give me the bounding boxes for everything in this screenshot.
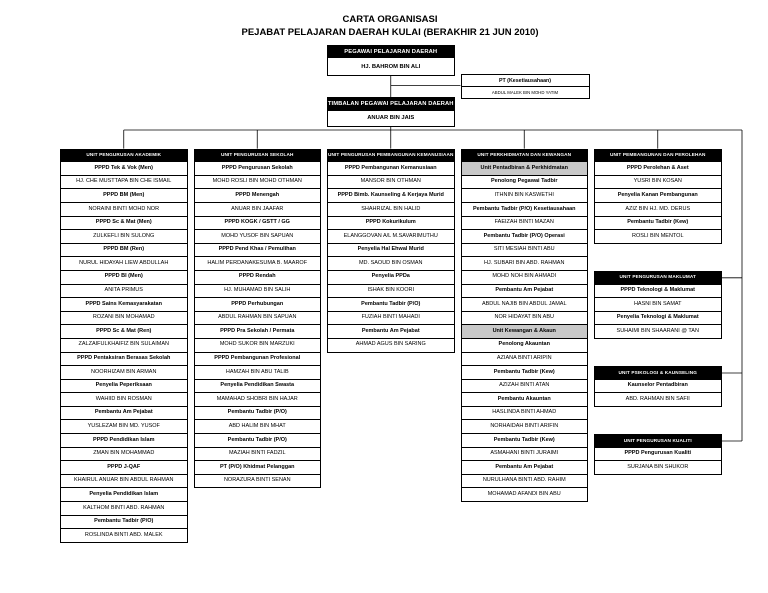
position-title: PPPD Pengurusan Kualiti bbox=[594, 448, 722, 462]
position-title: PPPD Sc & Mat (Ren) bbox=[60, 325, 188, 339]
staff-name: MOHD SUKOR BIN MARZUKI bbox=[194, 339, 322, 353]
staff-name: AHMAD AGUS BIN SARING bbox=[327, 339, 455, 353]
position-title: Penyelia Peperiksaan bbox=[60, 380, 188, 394]
secretary-box bbox=[461, 74, 590, 99]
staff-name: YUSRI BIN KOSAN bbox=[594, 176, 722, 190]
staff-name: ZULKEFLI BIN SULONG bbox=[60, 230, 188, 244]
position-title: PPPD Pra Sekolah / Permata bbox=[194, 325, 322, 339]
position-title: PPPD Pembangunan Profesional bbox=[194, 353, 322, 367]
position-title: PPPD Menengah bbox=[194, 189, 322, 203]
unit-box-kualiti bbox=[594, 434, 722, 475]
position-title: Penyelia Pendidikan Islam bbox=[60, 488, 188, 502]
staff-name: MAMAHAD SHOBRI BIN HAJAR bbox=[194, 393, 322, 407]
position-title: Pembantu Tadbir (Kew) bbox=[594, 217, 722, 231]
unit-header: UNIT PENGURUSAN MAKLUMAT bbox=[594, 271, 722, 285]
staff-name: SURJANA BIN SHUKOR bbox=[594, 461, 722, 475]
position-title: PPPD Pendidikan Islam bbox=[60, 434, 188, 448]
staff-name: ZALZAIFULKHAIFIZ BIN SULAIMAN bbox=[60, 339, 188, 353]
position-title: Pembantu Am Pejabat bbox=[327, 325, 455, 339]
unit-header: UNIT PSIKOLOGI & KAUNSELING bbox=[594, 366, 722, 380]
staff-name: MOHD ROSLI BIN MOHD OTHMAN bbox=[194, 176, 322, 190]
position-title: PPPD BM (Ren) bbox=[60, 244, 188, 258]
staff-name: ROSLI BIN MENTOL bbox=[594, 230, 722, 244]
position-title: PPPD Sc & Mat (Men) bbox=[60, 217, 188, 231]
staff-name: YUSLEZAM BIN MD. YUSOF bbox=[60, 420, 188, 434]
position-title: PPPD Pentaksiran Berasas Sekolah bbox=[60, 353, 188, 367]
position-title: Pembantu Tadbir (Kew) bbox=[461, 366, 589, 380]
unit-column-kemanusiaan bbox=[327, 149, 455, 353]
secretary-name: ABDUL MALEK BIN MOHD YATIM bbox=[491, 89, 559, 95]
position-title: Penolong Pegawai Tadbir bbox=[461, 176, 589, 190]
staff-name: HJ. CHE MUSTTAPA BIN CHE ISMAIL bbox=[60, 176, 188, 190]
head-officer-name: HJ. BAHROM BIN ALI bbox=[361, 63, 421, 70]
staff-name: ITHNIN BIN KASWETHI bbox=[461, 189, 589, 203]
staff-name: NOORHIZAM BIN ARMAN bbox=[60, 366, 188, 380]
chart-subtitle: PEJABAT PELAJARAN DAERAH KULAI (BERAKHIR 21 JUN 2010) bbox=[241, 27, 539, 38]
position-title: Penyelia Teknologi & Maklumat bbox=[594, 312, 722, 326]
staff-name: FUZIAH BINTI MAHADI bbox=[327, 312, 455, 326]
position-title: PPPD J-QAF bbox=[60, 461, 188, 475]
staff-name: ISHAK BIN KOORI bbox=[327, 285, 455, 299]
position-title: PPPD Pengurusan Sekolah bbox=[194, 162, 322, 176]
staff-name: ABDUL RAHMAN BIN SAPUAN bbox=[194, 312, 322, 326]
position-title: Pembantu Akauntan bbox=[461, 393, 589, 407]
unit-header: UNIT PENGURUSAN KUALITI bbox=[594, 434, 722, 448]
unit-header: UNIT PENGURUSAN AKADEMIK bbox=[60, 149, 188, 163]
unit-column-akademik bbox=[60, 149, 188, 543]
staff-name: HJ. SUBARI BIN ABD. RAHMAN bbox=[461, 257, 589, 271]
position-title: Penyelia Pendidikan Swasta bbox=[194, 380, 322, 394]
position-title: Pembantu Tadbir (P/O) bbox=[60, 516, 188, 530]
unit-header: UNIT PERKHIDMATAN DAN KEWANGAN bbox=[461, 149, 589, 163]
staff-name: NORAINI BINTI MOHD NOR bbox=[60, 203, 188, 217]
position-title: Pembantu Tadbir (Kew) bbox=[461, 434, 589, 448]
staff-name: NURUL HIDAYAH LIEW ABDULLAH bbox=[60, 257, 188, 271]
staff-name: ANUAR BIN JAAFAR bbox=[194, 203, 322, 217]
deputy-officer-name: ANUAR BIN JAIS bbox=[367, 115, 415, 122]
staff-name: AZIZ BIN HJ. MD. DERUS bbox=[594, 203, 722, 217]
staff-name: ABD HALIM BIN MHAT bbox=[194, 420, 322, 434]
position-title: Pembantu Tadbir (P/O) bbox=[194, 434, 322, 448]
deputy-officer-role: TIMBALAN PEGAWAI PELAJARAN DAERAH bbox=[328, 98, 454, 111]
deputy-officer-box bbox=[327, 97, 455, 127]
staff-name: MD. SAOUD BIN OSMAN bbox=[327, 257, 455, 271]
staff-name: KHAIRUL ANUAR BIN ABDUL RAHMAN bbox=[60, 475, 188, 489]
staff-name: ELANGGOVAN A/L M.SAVARIMUTHU bbox=[327, 230, 455, 244]
staff-name: FAEIZAH BINTI MAZAN bbox=[461, 217, 589, 231]
unit-column-perolehan bbox=[594, 149, 722, 244]
chart-title: CARTA ORGANISASI bbox=[342, 14, 438, 25]
position-title: Penolong Akauntan bbox=[461, 339, 589, 353]
staff-name: ZMAN BIN MOHAMMAD bbox=[60, 448, 188, 462]
unit-header: UNIT PEMBANGUNAN DAN PEROLEHAN bbox=[594, 149, 722, 163]
position-title: PT (P/O) Khidmat Pelanggan bbox=[194, 461, 322, 475]
staff-name: KALTHOM BINTI ABD. RAHMAN bbox=[60, 502, 188, 516]
unit-header: UNIT PENGURUSAN SEKOLAH bbox=[194, 149, 322, 163]
position-title: Pembantu Am Pejabat bbox=[60, 407, 188, 421]
staff-name: MANSOR BIN OTHMAN bbox=[327, 176, 455, 190]
staff-name: AZIANA BINTI ARIPIN bbox=[461, 353, 589, 367]
position-title: Pembantu Tadbir (P/O) Operasi bbox=[461, 230, 589, 244]
position-title: PPPD Sains Kemasyarakatan bbox=[60, 298, 188, 312]
unit-box-maklumat bbox=[594, 271, 722, 339]
staff-name: NORHAIDAH BINTI ARIFIN bbox=[461, 420, 589, 434]
staff-name: ABD. RAHMAN BIN SAFII bbox=[594, 393, 722, 407]
unit-box-psikologi bbox=[594, 366, 722, 407]
staff-name: HALIM PERDANAKESUMA B. MAAROF bbox=[194, 257, 322, 271]
position-title: PPPD Kokurikulum bbox=[327, 217, 455, 231]
position-title: Pembantu Tadbir (P/O) bbox=[327, 298, 455, 312]
staff-name: MOHAMAD AFANDI BIN ABU bbox=[461, 488, 589, 502]
staff-name: NOR HIDAYAT BIN ABU bbox=[461, 312, 589, 326]
staff-name: HAMZAH BIN ABU TALIB bbox=[194, 366, 322, 380]
staff-name: HASNI BIN SAMAT bbox=[594, 298, 722, 312]
position-title: PPPD KOGK / GSTT / GG bbox=[194, 217, 322, 231]
position-title: PPPD Pend Khas / Pemulihan bbox=[194, 244, 322, 258]
head-officer-box bbox=[327, 45, 455, 76]
staff-name: ASMAHANI BINTI JURAIMI bbox=[461, 448, 589, 462]
staff-name: MOHD NOH BIN AHMADI bbox=[461, 271, 589, 285]
staff-name: ROZANI BIN MOHAMAD bbox=[60, 312, 188, 326]
position-title: PPPD Rendah bbox=[194, 271, 322, 285]
position-title: Penyelia Kanan Pembangunan bbox=[594, 189, 722, 203]
staff-name: WAHIID BIN ROSMAN bbox=[60, 393, 188, 407]
staff-name: HJ. MUHAMAD BIN SALIH bbox=[194, 285, 322, 299]
position-title: Pembantu Tadbir (P/O) Kesetiausahaan bbox=[461, 203, 589, 217]
staff-name: HASLINDA BINTI AHMAD bbox=[461, 407, 589, 421]
staff-name: SITI MESIAH BINTI ABU bbox=[461, 244, 589, 258]
staff-name: ABDUL NAJIB BIN ABDUL JAMAL bbox=[461, 298, 589, 312]
position-title: Pembantu Am Pejabat bbox=[461, 285, 589, 299]
staff-name: MOHD YUSOF BIN SAPUAN bbox=[194, 230, 322, 244]
position-title: PPPD Teknologi & Maklumat bbox=[594, 285, 722, 299]
staff-name: ROSLINDA BINTI ABD. MALEK bbox=[60, 529, 188, 543]
secretary-role: PT (Kesetiausahaan) bbox=[462, 75, 589, 87]
section-label: Unit Pentadbiran & Perkhidmatan bbox=[461, 162, 589, 176]
position-title: PPPD Tek & Vok (Men) bbox=[60, 162, 188, 176]
staff-name: MAZIAH BINTI FADZIL bbox=[194, 448, 322, 462]
staff-name: NURULHANA BINTI ABD. RAHIM bbox=[461, 475, 589, 489]
position-title: Penyelia PPDa bbox=[327, 271, 455, 285]
position-title: PPPD Bimb. Kaunseling & Kerjaya Murid bbox=[327, 189, 455, 203]
position-title: PPPD Pembangunan Kemanusiaan bbox=[327, 162, 455, 176]
staff-name: NORAZURA BINTI SENAN bbox=[194, 475, 322, 489]
staff-name: AZIZAH BINTI ATAN bbox=[461, 380, 589, 394]
unit-column-sekolah bbox=[194, 149, 322, 489]
position-title: PPPD Perolehan & Aset bbox=[594, 162, 722, 176]
position-title: PPPD Perhubungan bbox=[194, 298, 322, 312]
position-title: Pembantu Am Pejabat bbox=[461, 461, 589, 475]
position-title: Pembantu Tadbir (P/O) bbox=[194, 407, 322, 421]
position-title: Penyelia Hal Ehwal Murid bbox=[327, 244, 455, 258]
unit-column-kewangan bbox=[461, 149, 589, 502]
position-title: Kaunselor Pentadbiran bbox=[594, 380, 722, 394]
unit-header: UNIT PENGURUSAN PEMBANGUNAN KEMANUSIAAN bbox=[327, 149, 455, 163]
staff-name: SUHAIMI BIN SHAARANI @ TAN bbox=[594, 325, 722, 339]
position-title: PPPD BM (Men) bbox=[60, 189, 188, 203]
position-title: PPPD BI (Men) bbox=[60, 271, 188, 285]
head-officer-role: PEGAWAI PELAJARAN DAERAH bbox=[328, 46, 454, 58]
staff-name: SHAHRIZAL BIN HALID bbox=[327, 203, 455, 217]
staff-name: ANITA PRIMUS bbox=[60, 285, 188, 299]
section-label: Unit Kewangan & Akaun bbox=[461, 325, 589, 339]
